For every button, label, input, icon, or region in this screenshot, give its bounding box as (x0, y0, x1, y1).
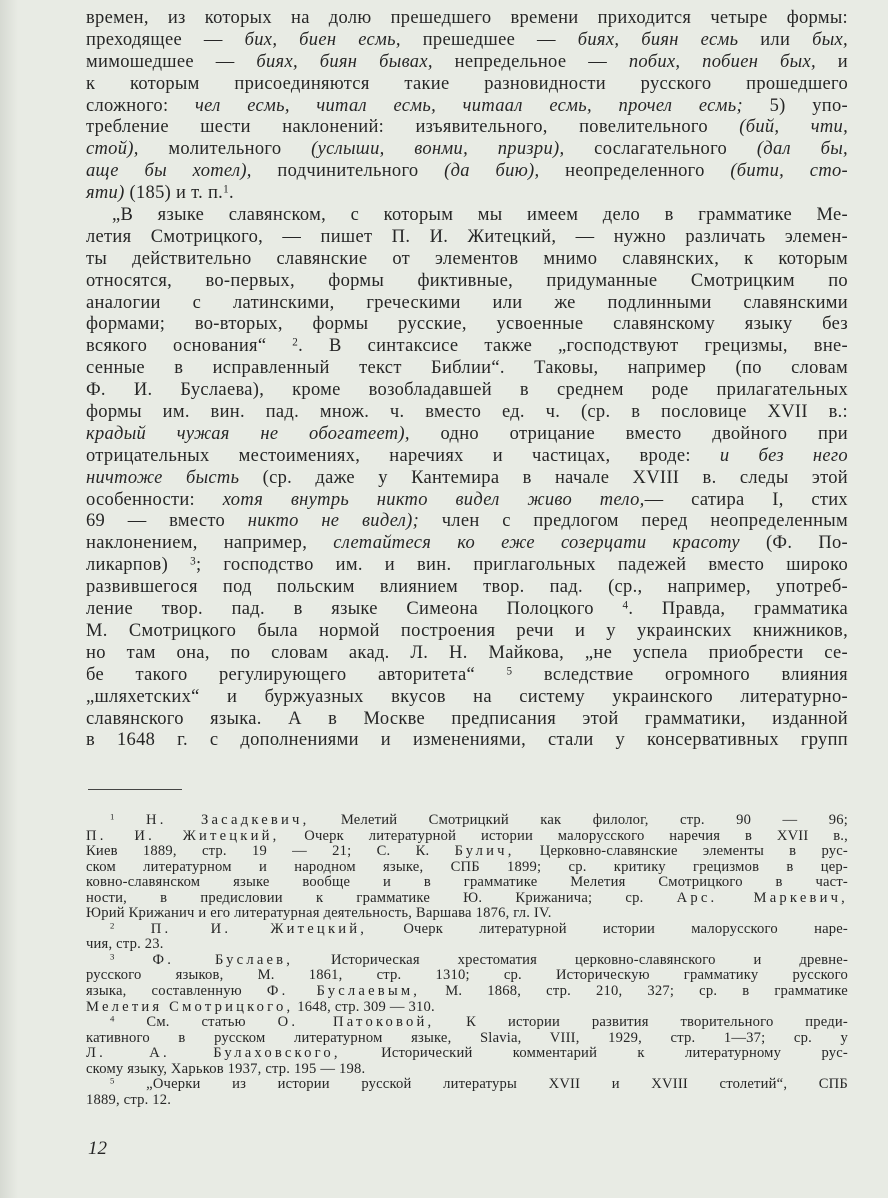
text-segment: одно отрицание вместо двойного при (409, 423, 848, 444)
text-line (86, 1015, 848, 1031)
text-line (86, 577, 848, 599)
text-segment: формы им. вин. пад. множ. ч. вместо ед. ч. (ср. в пословице XVII в.: (86, 402, 848, 423)
text-line (86, 730, 848, 752)
spaced-author-name: Ф. Буслаевым, (266, 983, 421, 1000)
text-segment (115, 921, 151, 937)
text-line (86, 271, 848, 293)
text-segment: . (228, 183, 234, 204)
text-segment: „Очерки из истории русской литературы XVII и XVIII столетий“, СПБ (114, 1076, 848, 1093)
text-line (86, 709, 848, 731)
text-segment: М. Смотрицкого была нормой построения речи и у украинских книжников, (86, 620, 848, 641)
spaced-author-name: П. И. Житецкий, (86, 827, 280, 844)
text-segment: особенности: (86, 489, 223, 510)
text-segment: отрицательных местоимениях, наречиях и частицах, вроде: (86, 445, 720, 466)
text-segment: ликарпов) (86, 555, 191, 576)
footnote-marker: 4 (622, 599, 629, 612)
paragraph (86, 8, 848, 205)
text-line (86, 511, 848, 533)
text-segment: К истории развития творительного преди- (434, 1014, 848, 1031)
text-segment: 5) упо- (742, 95, 849, 116)
text-segment: Киев 1889, стр. 19 — 21; С. К. (86, 843, 455, 860)
text-line (86, 984, 848, 1000)
text-line (86, 829, 848, 845)
text-line (86, 1000, 848, 1016)
text-line (86, 205, 848, 227)
text-line (86, 891, 848, 907)
footnote-marker: 1 (110, 811, 115, 822)
footnote (86, 1015, 848, 1077)
text-segment: М. 1868, стр. 210, 327; ср. в грамматике (420, 983, 848, 1000)
text-line (86, 249, 848, 271)
spaced-author-name: П. И. Житецкий, (150, 920, 368, 937)
spaced-author-name: О. Патоковой, (277, 1014, 435, 1031)
italic-text: стой), (86, 139, 139, 160)
text-segment: или (738, 29, 813, 50)
text-line (86, 293, 848, 315)
text-segment: молительного (138, 139, 312, 160)
text-line (86, 937, 848, 953)
text-segment: прешедшее — (400, 29, 578, 50)
text-line (86, 96, 848, 118)
text-segment: кативного в русском литературном языке, Slavia, VIII, 1929, стр. 1—37; ср. у (86, 1029, 848, 1046)
text-segment: ности, в предисловии к грамматике Ю. Крижанича; ср. (86, 889, 677, 906)
italic-text: бых, (812, 29, 848, 50)
text-line (86, 813, 848, 829)
footnote-marker: 2 (292, 336, 299, 349)
text-segment: Историческая хрестоматия церковно-славянского и древне- (293, 951, 848, 968)
text-line (86, 555, 848, 577)
text-segment: но там она, по словам акад. Л. Н. Майкова, „не успела приобрести се- (86, 642, 848, 663)
text-line (86, 844, 848, 860)
footnote-marker: 5 (110, 1075, 115, 1086)
italic-text: и без него (719, 445, 848, 466)
text-segment: наклонением, например, (86, 533, 334, 554)
footnote-marker: 3 (190, 555, 196, 568)
text-segment: аналогии с латинскими, греческими или же подлинными славянскими (86, 292, 848, 313)
text-segment: ты действительно славянские от элементов мнимо славянских, к которым (86, 248, 848, 269)
text-segment: Мелетий Смотрицкий как филолог, стр. 90 — 96; (309, 812, 848, 828)
text-line (86, 161, 848, 183)
text-segment: всякого основания“ (86, 336, 293, 357)
text-segment (115, 812, 146, 828)
text-segment: требление шести наклонений: изъявительного, повелительного (86, 117, 740, 138)
text-segment: 1889, стр. 12. (86, 1091, 172, 1108)
text-line (86, 402, 848, 424)
text-segment: непредельное — (432, 51, 629, 72)
text-line (86, 446, 848, 468)
text-line (86, 875, 848, 891)
text-segment: (Ф. По- (739, 533, 849, 554)
text-segment: подчинительного (251, 161, 445, 182)
text-segment: Церковно-славянские элементы в рус- (514, 843, 848, 860)
text-line (86, 468, 848, 490)
text-segment: языка, составленную (86, 983, 267, 1000)
text-line (86, 52, 848, 74)
page-edge-shadow (0, 0, 18, 1198)
main-text (86, 8, 848, 752)
text-segment: мимошедшее — (86, 51, 257, 72)
text-segment: формами; во-вторых, формы русские, усвоенные славянскому языку без (86, 314, 848, 335)
footnote-separator (88, 789, 182, 790)
text-segment: в 1648 г. с дополнениями и изменениями, стали у консервативных групп (86, 730, 848, 751)
text-segment: ском литературном и народном языке, СПБ 1899; ср. критику грецизмов в цер- (86, 858, 848, 875)
text-segment: (ср. даже у Кантемира в начале XVIII в. следы этой (239, 467, 848, 488)
text-line (86, 358, 848, 380)
footnotes (86, 813, 848, 1108)
text-line (86, 1062, 848, 1078)
italic-text: слетайтеся ко еже созерцати красоту (333, 533, 740, 554)
text-line (86, 314, 848, 336)
text-segment: . В синтаксисе также „господствуют грецизмы, вне- (298, 336, 848, 357)
text-segment: „шляхетских“ и буржуазных вкусов на систему украинского литературно- (86, 686, 848, 707)
text-line (86, 227, 848, 249)
text-segment: русского языков, М. 1861, стр. 1310; ср. Историческую грамматику русского (86, 967, 848, 984)
footnote (86, 922, 848, 953)
text-segment: славянского языка. А в Москве предписания этой грамматики, изданной (86, 708, 848, 729)
text-segment: к которым присоединяются такие разновидности русского прошедшего (86, 73, 848, 94)
text-line (86, 643, 848, 665)
text-line (86, 665, 848, 687)
text-segment: и (815, 51, 848, 72)
italic-text: (услыши, вонми, призри), (311, 139, 565, 160)
spaced-author-name: Н. Засадкевич, (145, 812, 310, 828)
italic-text: аще бы хотел), (86, 161, 252, 182)
text-line (86, 1046, 848, 1062)
text-line (86, 183, 848, 205)
text-segment: Юрий Крижанич и его литературная деятельность, Варшава 1876, гл. IV. (86, 905, 552, 922)
text-line (86, 74, 848, 96)
italic-text: биях, биян бывах, (256, 51, 433, 72)
text-line (86, 621, 848, 643)
text-segment: сослагательного (564, 139, 757, 160)
text-segment: — сатира I, стих (644, 489, 848, 510)
text-segment: См. статью (114, 1014, 278, 1031)
spaced-author-name: Ф. Буслаев, (152, 951, 294, 968)
text-segment: времен, из которых на долю прешедшего времени приходится четыре формы: (86, 8, 848, 28)
footnote-marker: 3 (110, 951, 115, 962)
spaced-author-name: Булич, (454, 843, 515, 860)
text-segment: Исторический комментарий к литературному рус- (340, 1045, 848, 1062)
footnote (86, 953, 848, 1015)
italic-text: бих, биен есмь, (244, 29, 401, 50)
italic-text: чел есмь, читал есмь, читаал есмь, прочел есмь; (195, 95, 743, 116)
text-segment: (185) и т. п. (124, 183, 224, 204)
text-line (86, 1093, 848, 1109)
text-segment: ление твор. пад. в языке Симеона Полоцкого (86, 599, 623, 620)
italic-text: хотя внутрь никто видел живо тело, (222, 489, 645, 510)
page-number: 12 (88, 1138, 107, 1159)
text-line (86, 380, 848, 402)
text-line (86, 687, 848, 709)
text-segment: 69 — вместо (86, 511, 248, 532)
text-line (86, 139, 848, 161)
text-segment: 1648, стр. 309 — 310. (293, 998, 435, 1015)
text-segment: летия Смотрицкого, — пишет П. И. Житецкий, — нужно различать элемен- (86, 226, 848, 247)
text-segment: чия, стр. 23. (86, 936, 164, 953)
text-segment: скому языку, Харьков 1937, стр. 195 — 198. (86, 1060, 366, 1077)
text-line (86, 30, 848, 52)
text-segment: сложного: (86, 95, 196, 116)
italic-text: биях, биян есмь (577, 29, 739, 50)
text-segment: сенные в исправленный текст Библии“. Таковы, например (по словам (86, 358, 848, 379)
text-line (86, 490, 848, 512)
text-line (86, 968, 848, 984)
italic-text: (бий, чти, (739, 117, 848, 138)
text-line (86, 906, 848, 922)
footnote-marker: 2 (110, 920, 115, 931)
text-line (86, 336, 848, 358)
text-segment: неопределенного (539, 161, 731, 182)
text-line (86, 117, 848, 139)
text-line (86, 8, 848, 30)
text-segment: развившегося под польским влиянием твор. пад. (ср., например, употреб- (86, 577, 848, 598)
italic-text: (дал бы, (756, 139, 848, 160)
text-line (86, 1077, 848, 1093)
text-segment: Ф. И. Буслаева), кроме возобладавшей в среднем роде прилагательных (86, 380, 848, 401)
italic-text: никто не видел); (247, 511, 420, 532)
text-segment: преходящее — (86, 29, 245, 50)
spaced-author-name: Л. А. Булаховского, (86, 1045, 341, 1062)
text-segment: Очерк литературной истории малорусского наречия в XVII в., (279, 827, 848, 844)
text-line (86, 424, 848, 446)
text-segment: ; господство им. и вин. приглагольных падежей вместо широко (195, 555, 848, 576)
text-segment: член с предлогом перед неопределенным (419, 511, 849, 532)
text-segment: . Правда, грамматика (628, 599, 848, 620)
paragraph (86, 205, 848, 752)
footnote-marker: 4 (110, 1013, 115, 1024)
italic-text: ничтоже бысть (86, 467, 240, 488)
text-line (86, 922, 848, 938)
text-line (86, 599, 848, 621)
italic-text: (бити, сто- (730, 161, 848, 182)
text-line (86, 953, 848, 969)
text-line (86, 533, 848, 555)
text-line (86, 860, 848, 876)
text-segment: „В языке славянском, с которым мы имеем дело в грамматике Ме- (112, 205, 848, 226)
text-segment: ковно-славянском языке вообще и в грамматике Мелетия Смотрицкого в част- (86, 874, 848, 891)
footnote (86, 813, 848, 922)
italic-text: яти) (86, 183, 125, 204)
italic-text: крадый чужая не обогатеет), (86, 423, 410, 444)
italic-text: (да бию), (444, 161, 540, 182)
text-segment: относятся, во-первых, формы фиктивные, придуманные Смотрицким по (86, 270, 848, 291)
footnote (86, 1077, 848, 1108)
text-line (86, 1031, 848, 1047)
text-segment: вследствие огромного влияния (512, 664, 848, 685)
text-segment (115, 952, 153, 968)
spaced-author-name: Мелетия Смотрицкого, (86, 998, 294, 1015)
text-segment: бе такого регулирующего авторитета“ (86, 664, 507, 685)
footnote-marker: 1 (223, 183, 229, 196)
italic-text: побих, побиен бых, (628, 51, 816, 72)
spaced-author-name: Арс. Маркевич, (676, 889, 848, 906)
text-segment: Очерк литературной истории малорусского наре- (367, 920, 848, 937)
footnote-marker: 5 (506, 665, 513, 678)
